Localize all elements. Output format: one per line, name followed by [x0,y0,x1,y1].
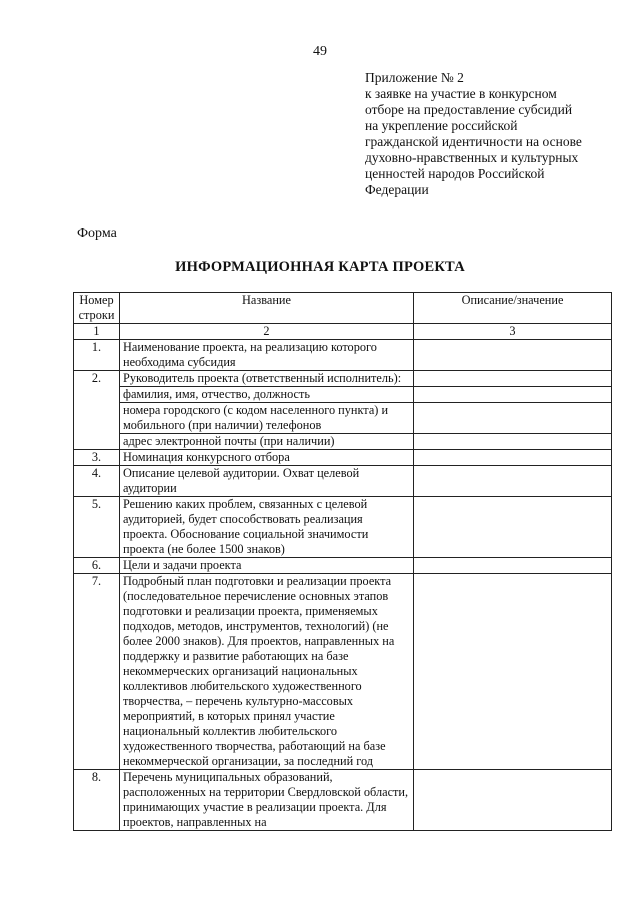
row-number: 3. [74,450,120,466]
row-title: адрес электронной почты (при наличии) [120,434,414,450]
table-row [74,466,612,497]
appendix-line: на укрепление российской [365,118,518,133]
table-row [74,371,612,387]
table-row [74,403,612,434]
appendix-line: Федерации [365,182,429,197]
row-value-cell[interactable] [414,450,612,466]
row-value-cell[interactable] [414,497,612,558]
appendix-line: гражданской идентичности на основе [365,134,582,149]
row-value-cell[interactable] [414,371,612,387]
table-row [74,558,612,574]
table-row [74,340,612,371]
table-row [74,387,612,403]
row-number: 4. [74,466,120,497]
row-title: Цели и задачи проекта [120,558,414,574]
row-number: 5. [74,497,120,558]
row-value-cell[interactable] [414,340,612,371]
page-number: 49 [313,44,327,59]
row-number: 6. [74,558,120,574]
appendix-line: к заявке на участие в конкурсном [365,86,557,101]
column-number: 2 [120,324,414,340]
appendix-line: ценностей народов Российской [365,166,545,181]
table-row [74,497,612,558]
column-number: 3 [414,324,612,340]
row-number: 1. [74,340,120,371]
row-value-cell[interactable] [414,466,612,497]
header-description: Описание/значение [414,293,612,324]
appendix-note [365,70,635,198]
project-info-table [73,292,612,831]
row-title: Описание целевой аудитории. Охват целевой аудитории [120,466,414,497]
row-value-cell[interactable] [414,558,612,574]
form-label: Форма [77,226,117,241]
row-value-cell[interactable] [414,434,612,450]
table-row [74,770,612,831]
row-title: Руководитель проекта (ответственный исполнитель): [120,371,414,387]
row-title: Перечень муниципальных образований, расположенных на территории Свердловской области, принимающих участие в реализации проекта. Для проектов, направленных на [120,770,414,831]
row-title: Подробный план подготовки и реализации проекта (последовательное перечисление основных этапов подготовки и реализации проекта, применяемых подходов, методов, инструментов, технологий) (не более 2000 знаков). Для проектов, направленных на поддержку и развитие работающих на базе некоммерческих организаций национальных коллективов любительского художественного творчества, – перечень культурно-массовых мероприятий, в которых принял участие национальный коллектив любительского художественного творчества, работающий на базе некоммерческой организации, за последний год [120,574,414,770]
header-number-line1: Номер [79,293,114,307]
row-value-cell[interactable] [414,574,612,770]
appendix-line: отборе на предоставление субсидий [365,102,573,117]
row-title: номера городского (с кодом населенного пункта) и мобильного (при наличии) телефонов [120,403,414,434]
header-number-line2: строки [78,308,115,322]
row-title: фамилия, имя, отчество, должность [120,387,414,403]
row-title: Наименование проекта, на реализацию которого необходима субсидия [120,340,414,371]
row-title: Решению каких проблем, связанных с целевой аудиторией, будет способствовать реализация проекта. Обоснование социальной значимости проекта (не более 1500 знаков) [120,497,414,558]
table-row [74,450,612,466]
table-row [74,574,612,770]
appendix-line: духовно-нравственных и культурных [365,150,579,165]
row-value-cell[interactable] [414,403,612,434]
table-header-row [74,293,612,324]
row-number: 7. [74,574,120,770]
header-name: Название [120,293,414,324]
row-number: 8. [74,770,120,831]
column-number-row [74,324,612,340]
table-row [74,434,612,450]
row-value-cell[interactable] [414,770,612,831]
row-value-cell[interactable] [414,387,612,403]
row-title: Номинация конкурсного отбора [120,450,414,466]
appendix-line: Приложение № 2 [365,70,464,85]
header-number [74,293,120,324]
row-number: 2. [74,371,120,450]
document-title: ИНФОРМАЦИОННАЯ КАРТА ПРОЕКТА [175,259,465,275]
column-number: 1 [74,324,120,340]
